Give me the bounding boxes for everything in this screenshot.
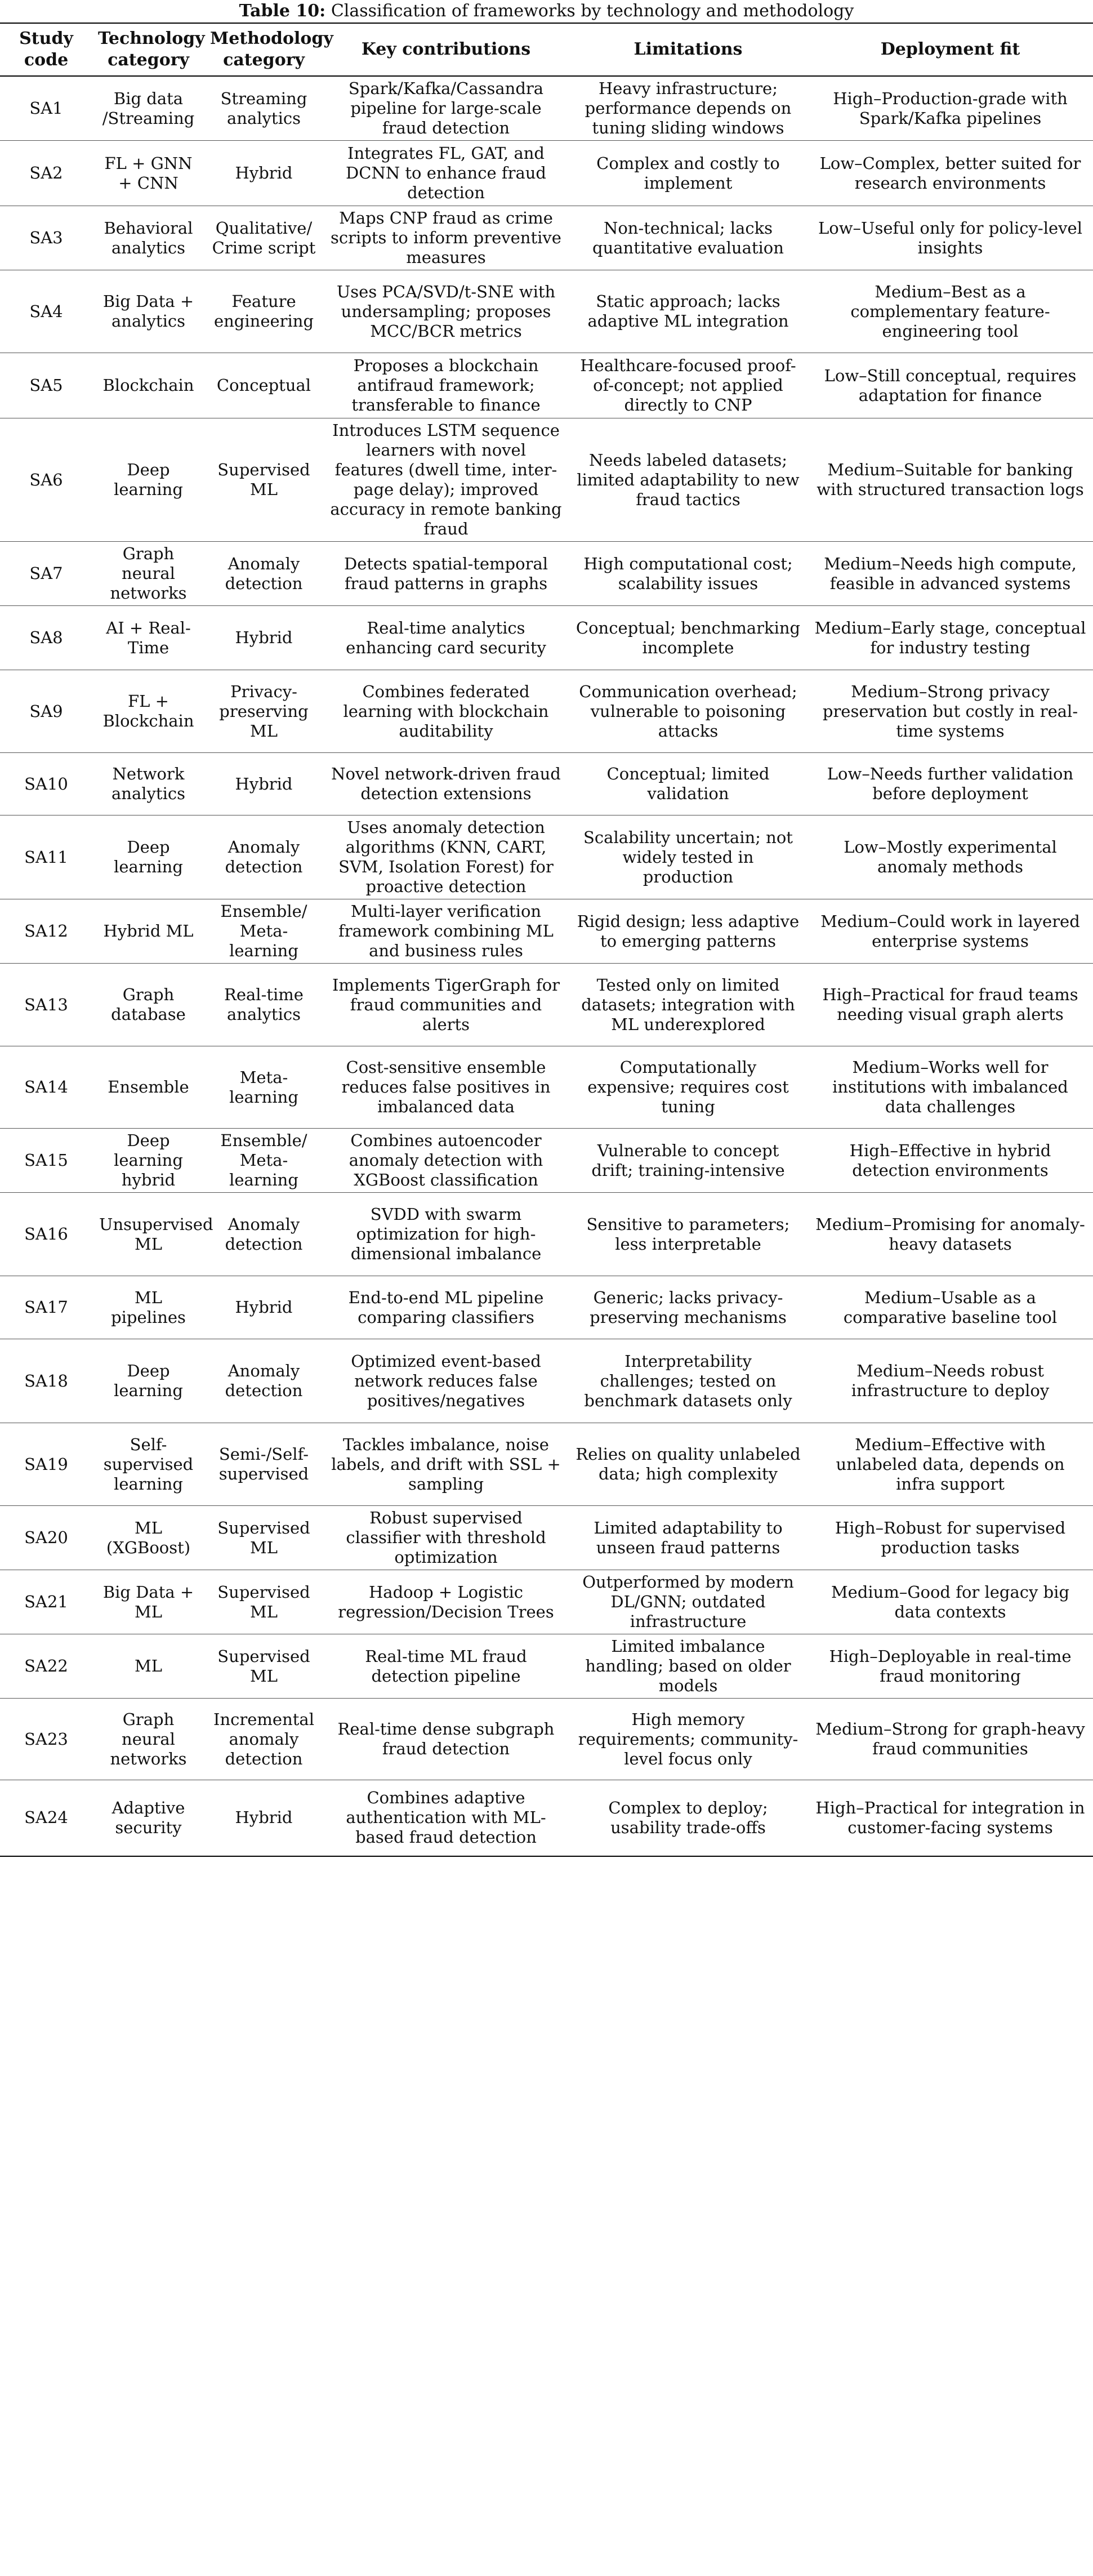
technology-cell: ML (XGBoost): [92, 1506, 204, 1570]
limitations-cell: Conceptual; limited validation: [569, 753, 808, 815]
methodology-cell: Anomaly detection: [204, 542, 323, 606]
table-row: [0, 606, 1093, 670]
table-row: [0, 353, 1093, 418]
study-code-cell: SA5: [0, 353, 92, 418]
methodology-cell: Ensemble/ Meta-learning: [204, 1129, 323, 1193]
study-code-cell: SA2: [0, 141, 92, 206]
header-key-contributions: Key contributions: [323, 23, 569, 76]
table-row: [0, 1423, 1093, 1506]
methodology-cell: Privacy-preserving ML: [204, 670, 323, 753]
classification-table: [0, 23, 1093, 1857]
study-code-cell: SA22: [0, 1634, 92, 1699]
technology-cell: AI + Real-Time: [92, 606, 204, 670]
methodology-cell: Qualitative/ Crime script: [204, 206, 323, 270]
study-code-cell: SA23: [0, 1699, 92, 1780]
technology-cell: Graph neural networks: [92, 1699, 204, 1780]
deployment-fit-cell: Medium–Good for legacy big data contexts: [808, 1570, 1093, 1634]
methodology-cell: Conceptual: [204, 353, 323, 418]
table-label: Table 10:: [239, 1, 326, 21]
contributions-cell: Cost-sensitive ensemble reduces false positives in imbalanced data: [323, 1046, 569, 1129]
methodology-cell: Real-time analytics: [204, 964, 323, 1046]
table-row: [0, 899, 1093, 964]
technology-cell: Deep learning: [92, 418, 204, 542]
deployment-fit-cell: Medium–Usable as a comparative baseline tool: [808, 1276, 1093, 1339]
deployment-fit-cell: Low–Complex, better suited for research environments: [808, 141, 1093, 206]
methodology-cell: Supervised ML: [204, 418, 323, 542]
technology-cell: Self-supervised learning: [92, 1423, 204, 1506]
limitations-cell: Static approach; lacks adaptive ML integration: [569, 270, 808, 353]
table-row: [0, 753, 1093, 815]
header-deployment-fit: Deployment fit: [808, 23, 1093, 76]
table-title: Classification of frameworks by technology and methodology: [331, 1, 854, 21]
deployment-fit-cell: Medium–Strong privacy preservation but costly in real-time systems: [808, 670, 1093, 753]
deployment-fit-cell: Medium–Effective with unlabeled data, depends on infra support: [808, 1423, 1093, 1506]
table-row: [0, 1634, 1093, 1699]
technology-cell: Behavioral analytics: [92, 206, 204, 270]
table-caption: [0, 0, 1093, 23]
deployment-fit-cell: Medium–Could work in layered enterprise systems: [808, 899, 1093, 964]
study-code-cell: SA11: [0, 815, 92, 899]
deployment-fit-cell: High–Practical for fraud teams needing visual graph alerts: [808, 964, 1093, 1046]
technology-cell: Graph neural networks: [92, 542, 204, 606]
contributions-cell: End-to-end ML pipeline comparing classifiers: [323, 1276, 569, 1339]
contributions-cell: Maps CNP fraud as crime scripts to inform preventive measures: [323, 206, 569, 270]
technology-cell: Big Data + ML: [92, 1570, 204, 1634]
methodology-cell: Anomaly detection: [204, 815, 323, 899]
methodology-cell: Streaming analytics: [204, 76, 323, 141]
study-code-cell: SA3: [0, 206, 92, 270]
header-study-code: Study code: [0, 23, 92, 76]
limitations-cell: Rigid design; less adaptive to emerging patterns: [569, 899, 808, 964]
deployment-fit-cell: High–Robust for supervised production tasks: [808, 1506, 1093, 1570]
deployment-fit-cell: Medium–Best as a complementary feature-engineering tool: [808, 270, 1093, 353]
limitations-cell: Scalability uncertain; not widely tested in production: [569, 815, 808, 899]
contributions-cell: Combines adaptive authentication with ML-based fraud detection: [323, 1780, 569, 1856]
limitations-cell: Conceptual; benchmarking incomplete: [569, 606, 808, 670]
contributions-cell: Novel network-driven fraud detection extensions: [323, 753, 569, 815]
methodology-cell: Hybrid: [204, 606, 323, 670]
technology-cell: FL + GNN + CNN: [92, 141, 204, 206]
contributions-cell: SVDD with swarm optimization for high-dimensional imbalance: [323, 1193, 569, 1276]
contributions-cell: Robust supervised classifier with threshold optimization: [323, 1506, 569, 1570]
table-row: [0, 1570, 1093, 1634]
contributions-cell: Integrates FL, GAT, and DCNN to enhance fraud detection: [323, 141, 569, 206]
methodology-cell: Anomaly detection: [204, 1339, 323, 1423]
study-code-cell: SA4: [0, 270, 92, 353]
contributions-cell: Real-time analytics enhancing card security: [323, 606, 569, 670]
technology-cell: Deep learning: [92, 815, 204, 899]
study-code-cell: SA12: [0, 899, 92, 964]
header-limitations: Limitations: [569, 23, 808, 76]
contributions-cell: Tackles imbalance, noise labels, and drift with SSL + sampling: [323, 1423, 569, 1506]
deployment-fit-cell: Low–Mostly experimental anomaly methods: [808, 815, 1093, 899]
contributions-cell: Real-time ML fraud detection pipeline: [323, 1634, 569, 1699]
contributions-cell: Introduces LSTM sequence learners with novel features (dwell time, inter-page delay); improved accuracy in remote banking fraud: [323, 418, 569, 542]
table-row: [0, 141, 1093, 206]
methodology-cell: Semi-/Self-supervised: [204, 1423, 323, 1506]
deployment-fit-cell: Medium–Strong for graph-heavy fraud communities: [808, 1699, 1093, 1780]
technology-cell: Adaptive security: [92, 1780, 204, 1856]
limitations-cell: Relies on quality unlabeled data; high complexity: [569, 1423, 808, 1506]
deployment-fit-cell: Medium–Works well for institutions with imbalanced data challenges: [808, 1046, 1093, 1129]
limitations-cell: Complex and costly to implement: [569, 141, 808, 206]
limitations-cell: High computational cost; scalability issues: [569, 542, 808, 606]
technology-cell: Deep learning hybrid: [92, 1129, 204, 1193]
contributions-cell: Real-time dense subgraph fraud detection: [323, 1699, 569, 1780]
contributions-cell: Uses PCA/SVD/t-SNE with undersampling; proposes MCC/BCR metrics: [323, 270, 569, 353]
contributions-cell: Detects spatial-temporal fraud patterns in graphs: [323, 542, 569, 606]
study-code-cell: SA18: [0, 1339, 92, 1423]
methodology-cell: Ensemble/ Meta-learning: [204, 899, 323, 964]
header-methodology-category: Methodology category: [204, 23, 323, 76]
table-row: [0, 206, 1093, 270]
table-row: [0, 270, 1093, 353]
technology-cell: Graph database: [92, 964, 204, 1046]
study-code-cell: SA9: [0, 670, 92, 753]
technology-cell: ML: [92, 1634, 204, 1699]
study-code-cell: SA7: [0, 542, 92, 606]
table-row: [0, 1129, 1093, 1193]
study-code-cell: SA19: [0, 1423, 92, 1506]
limitations-cell: Interpretability challenges; tested on benchmark datasets only: [569, 1339, 808, 1423]
contributions-cell: Combines autoencoder anomaly detection with XGBoost classification: [323, 1129, 569, 1193]
limitations-cell: Communication overhead; vulnerable to poisoning attacks: [569, 670, 808, 753]
methodology-cell: Supervised ML: [204, 1570, 323, 1634]
technology-cell: Unsupervised ML: [92, 1193, 204, 1276]
contributions-cell: Proposes a blockchain antifraud framework; transferable to finance: [323, 353, 569, 418]
deployment-fit-cell: Medium–Needs high compute, feasible in advanced systems: [808, 542, 1093, 606]
contributions-cell: Multi-layer verification framework combining ML and business rules: [323, 899, 569, 964]
methodology-cell: Supervised ML: [204, 1506, 323, 1570]
methodology-cell: Hybrid: [204, 753, 323, 815]
table-row: [0, 1699, 1093, 1780]
technology-cell: Big Data + analytics: [92, 270, 204, 353]
technology-cell: FL + Blockchain: [92, 670, 204, 753]
limitations-cell: High memory requirements; community-level focus only: [569, 1699, 808, 1780]
table-row: [0, 1339, 1093, 1423]
limitations-cell: Sensitive to parameters; less interpretable: [569, 1193, 808, 1276]
deployment-fit-cell: Low–Still conceptual, requires adaptation for finance: [808, 353, 1093, 418]
deployment-fit-cell: High–Practical for integration in customer-facing systems: [808, 1780, 1093, 1856]
technology-cell: Network analytics: [92, 753, 204, 815]
table-row: [0, 542, 1093, 606]
limitations-cell: Needs labeled datasets; limited adaptability to new fraud tactics: [569, 418, 808, 542]
deployment-fit-cell: High–Effective in hybrid detection environments: [808, 1129, 1093, 1193]
limitations-cell: Limited imbalance handling; based on older models: [569, 1634, 808, 1699]
study-code-cell: SA15: [0, 1129, 92, 1193]
study-code-cell: SA13: [0, 964, 92, 1046]
deployment-fit-cell: Medium–Promising for anomaly-heavy datasets: [808, 1193, 1093, 1276]
technology-cell: Big data /Streaming: [92, 76, 204, 141]
study-code-cell: SA24: [0, 1780, 92, 1856]
methodology-cell: Meta-learning: [204, 1046, 323, 1129]
study-code-cell: SA20: [0, 1506, 92, 1570]
limitations-cell: Complex to deploy; usability trade-offs: [569, 1780, 808, 1856]
technology-cell: Hybrid ML: [92, 899, 204, 964]
methodology-cell: Incremental anomaly detection: [204, 1699, 323, 1780]
table-row: [0, 1193, 1093, 1276]
study-code-cell: SA1: [0, 76, 92, 141]
header-technology-category: Technology category: [92, 23, 204, 76]
deployment-fit-cell: Low–Useful only for policy-level insights: [808, 206, 1093, 270]
table-row: [0, 1506, 1093, 1570]
limitations-cell: Outperformed by modern DL/GNN; outdated infrastructure: [569, 1570, 808, 1634]
contributions-cell: Implements TigerGraph for fraud communities and alerts: [323, 964, 569, 1046]
deployment-fit-cell: High–Deployable in real-time fraud monitoring: [808, 1634, 1093, 1699]
technology-cell: ML pipelines: [92, 1276, 204, 1339]
table-row: [0, 1046, 1093, 1129]
study-code-cell: SA21: [0, 1570, 92, 1634]
deployment-fit-cell: High–Production-grade with Spark/Kafka pipelines: [808, 76, 1093, 141]
deployment-fit-cell: Low–Needs further validation before deployment: [808, 753, 1093, 815]
limitations-cell: Non-technical; lacks quantitative evaluation: [569, 206, 808, 270]
limitations-cell: Limited adaptability to unseen fraud patterns: [569, 1506, 808, 1570]
table-row: [0, 815, 1093, 899]
methodology-cell: Hybrid: [204, 1276, 323, 1339]
deployment-fit-cell: Medium–Needs robust infrastructure to deploy: [808, 1339, 1093, 1423]
table-row: [0, 1276, 1093, 1339]
contributions-cell: Optimized event-based network reduces false positives/negatives: [323, 1339, 569, 1423]
table-row: [0, 1780, 1093, 1856]
study-code-cell: SA8: [0, 606, 92, 670]
table-row: [0, 964, 1093, 1046]
table-row: [0, 670, 1093, 753]
contributions-cell: Combines federated learning with blockchain auditability: [323, 670, 569, 753]
methodology-cell: Hybrid: [204, 1780, 323, 1856]
limitations-cell: Heavy infrastructure; performance depends on tuning sliding windows: [569, 76, 808, 141]
methodology-cell: Supervised ML: [204, 1634, 323, 1699]
methodology-cell: Feature engineering: [204, 270, 323, 353]
technology-cell: Deep learning: [92, 1339, 204, 1423]
limitations-cell: Healthcare-focused proof-of-concept; not applied directly to CNP: [569, 353, 808, 418]
limitations-cell: Computationally expensive; requires cost tuning: [569, 1046, 808, 1129]
contributions-cell: Hadoop + Logistic regression/Decision Trees: [323, 1570, 569, 1634]
table-row: [0, 76, 1093, 141]
study-code-cell: SA17: [0, 1276, 92, 1339]
table-body: [0, 76, 1093, 1856]
header-row: [0, 23, 1093, 76]
table-row: [0, 418, 1093, 542]
methodology-cell: Anomaly detection: [204, 1193, 323, 1276]
contributions-cell: Spark/Kafka/Cassandra pipeline for large-scale fraud detection: [323, 76, 569, 141]
study-code-cell: SA10: [0, 753, 92, 815]
deployment-fit-cell: Medium–Suitable for banking with structured transaction logs: [808, 418, 1093, 542]
study-code-cell: SA14: [0, 1046, 92, 1129]
limitations-cell: Generic; lacks privacy-preserving mechanisms: [569, 1276, 808, 1339]
deployment-fit-cell: Medium–Early stage, conceptual for industry testing: [808, 606, 1093, 670]
study-code-cell: SA16: [0, 1193, 92, 1276]
methodology-cell: Hybrid: [204, 141, 323, 206]
limitations-cell: Vulnerable to concept drift; training-intensive: [569, 1129, 808, 1193]
technology-cell: Ensemble: [92, 1046, 204, 1129]
technology-cell: Blockchain: [92, 353, 204, 418]
contributions-cell: Uses anomaly detection algorithms (KNN, CART, SVM, Isolation Forest) for proactive detection: [323, 815, 569, 899]
limitations-cell: Tested only on limited datasets; integration with ML underexplored: [569, 964, 808, 1046]
study-code-cell: SA6: [0, 418, 92, 542]
